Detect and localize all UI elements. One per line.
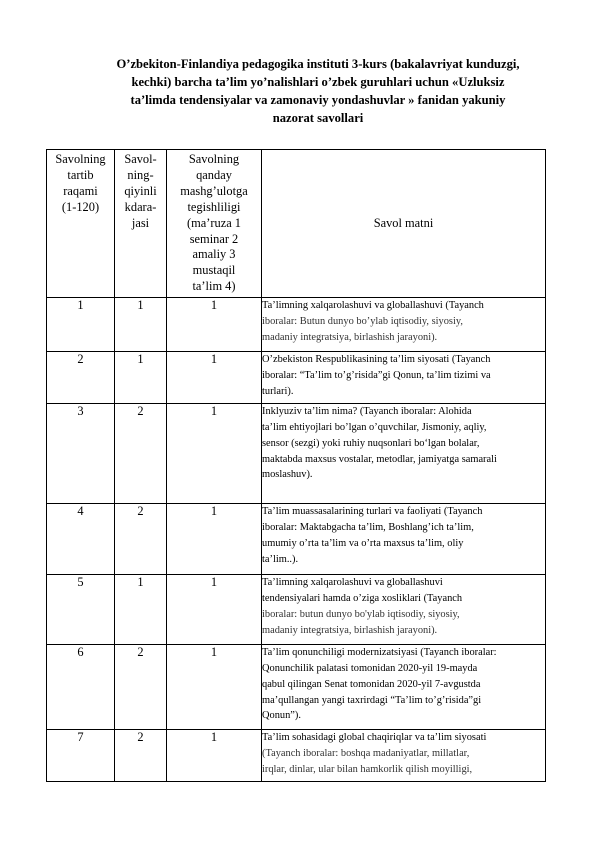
table-row (47, 504, 546, 575)
header-row (47, 150, 546, 298)
table-row (47, 730, 546, 782)
question-number: 2 (47, 352, 115, 404)
question-difficulty: 2 (115, 730, 167, 782)
title-line: ta’limda tendensiyalar va zamonaviy yondashuvlar » fanidan yakuniy (130, 93, 506, 107)
question-number: 1 (47, 298, 115, 352)
question-difficulty: 2 (115, 645, 167, 730)
question-number: 6 (47, 645, 115, 730)
table-row (47, 645, 546, 730)
question-text: Ta’lim qonunchiligi modernizatsiyasi (Tayanch iboralar: Qonunchilik palatasi tomonidan 2020-yil 19-mayda qabul qilingan Senat tomonidan 2020-yil 7-avgustda ma’qullangan yangi taxrirdagi “Ta’lim to’g’risida”gi Qonun”). (262, 645, 546, 730)
question-difficulty: 1 (115, 298, 167, 352)
question-number: 5 (47, 575, 115, 645)
question-text: Ta’lim sohasidagi global chaqiriqlar va ta’lim siyosati (Tayanch iboralar: boshqa madaniyatlar, millatlar, irqlar, dinlar, ular bilan hamkorlik qilish moyilligi, (262, 730, 546, 782)
question-difficulty: 1 (115, 575, 167, 645)
title-line: kechki) barcha ta’lim yo’nalishlari o’zbek guruhlari uchun «Uzluksiz (131, 75, 505, 89)
title-line: O’zbekiton-Finlandiya pedagogika instituti 3-kurs (bakalavriyat kunduzgi, (116, 57, 520, 71)
question-session-type: 1 (167, 504, 262, 575)
question-difficulty: 2 (115, 404, 167, 504)
question-number: 4 (47, 504, 115, 575)
question-difficulty: 2 (115, 504, 167, 575)
question-session-type: 1 (167, 575, 262, 645)
header-question-text: Savol matni (262, 150, 546, 298)
question-number: 3 (47, 404, 115, 504)
header-difficulty: Savol- ning- qiyinli kdara- jasi (115, 150, 167, 298)
question-text: Ta’lim muassasalarining turlari va faoliyati (Tayanch iboralar: Maktabgacha ta’lim, Boshlang’ich ta’lim, umumiy o’rta ta’lim va o’rta maxsus ta’lim, oliy ta’lim..). (262, 504, 546, 575)
question-session-type: 1 (167, 404, 262, 504)
table-row (47, 352, 546, 404)
questions-table (46, 149, 546, 782)
table-row (47, 404, 546, 504)
question-text: Ta’limning xalqarolashuvi va globallashuvi (Tayanch iboralar: Butun dunyo bo’ylab iqtisodiy, siyosiy, madaniy integratsiya, birlashish jarayoni). (262, 298, 546, 352)
question-text: O’zbekiston Respublikasining ta’lim siyosati (Tayanch iboralar: “Ta’lim to’g’risida”gi Qonun, ta’lim tizimi va turlari). (262, 352, 546, 404)
document-title (80, 55, 556, 127)
question-number: 7 (47, 730, 115, 782)
question-session-type: 1 (167, 645, 262, 730)
table-row (47, 298, 546, 352)
question-session-type: 1 (167, 730, 262, 782)
header-question-number: Savolning tartib raqami (1-120) (47, 150, 115, 298)
table-row (47, 575, 546, 645)
question-text: Inklyuziv ta’lim nima? (Tayanch iboralar: Alohida ta’lim ehtiyojlari bo’lgan o’quvchilar, Jismoniy, aqliy, sensor (sezgi) yoki ruhiy nuqsonlari bo‘lgan bolalar, maktabda maxsus vostalar, metodlar, jamiyatga samarali moslashuv). (262, 404, 546, 504)
question-session-type: 1 (167, 352, 262, 404)
header-session-type: Savolning qanday mashg’ulotga tegishliligi (ma’ruza 1 seminar 2 amaliy 3 mustaqil ta’lim 4) (167, 150, 262, 298)
question-text: Ta’limning xalqarolashuvi va globallashuvi tendensiyalari hamda o’ziga xosliklari (Tayanch iboralar: butun dunyo bo'ylab iqtisodiy, siyosiy, madaniy integratsiya, birlashish jarayoni). (262, 575, 546, 645)
question-difficulty: 1 (115, 352, 167, 404)
title-line: nazorat savollari (272, 111, 364, 125)
question-session-type: 1 (167, 298, 262, 352)
